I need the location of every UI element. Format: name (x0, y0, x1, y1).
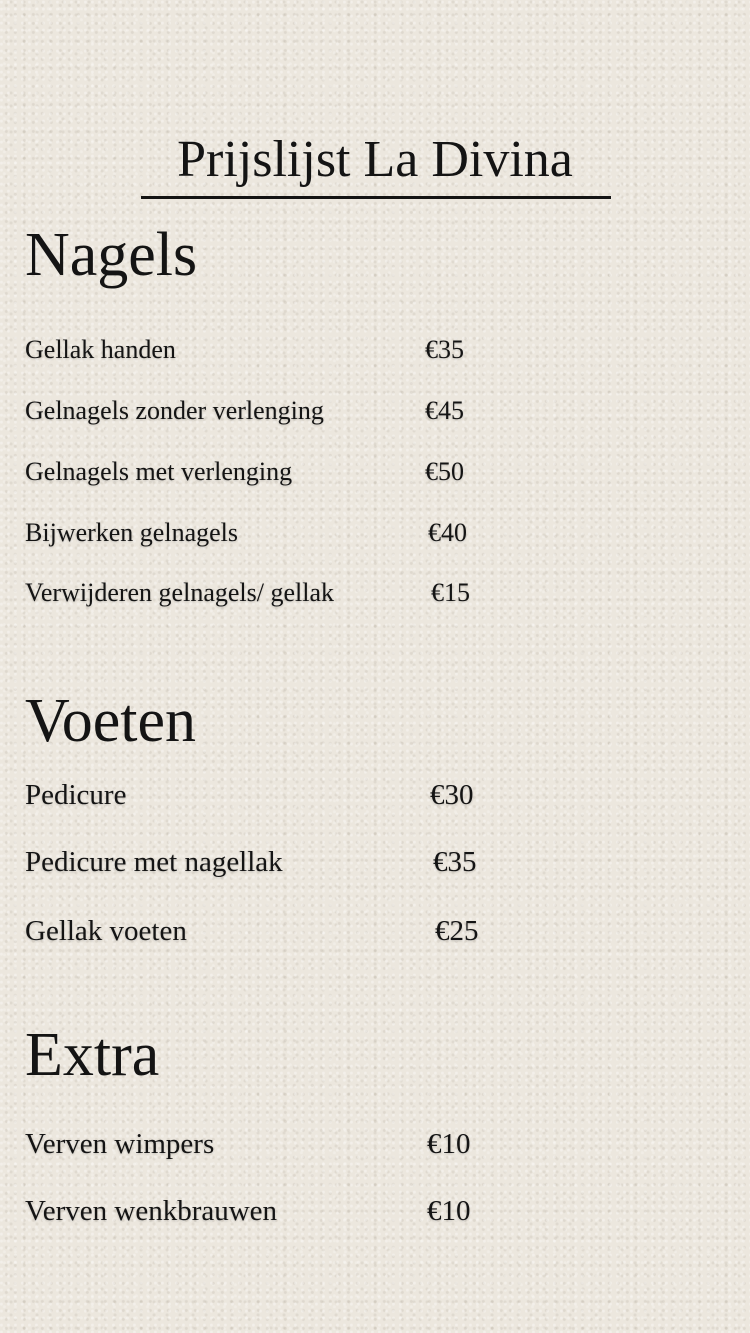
price-row (25, 1191, 585, 1231)
service-name: Gellak voeten (25, 915, 187, 947)
service-price: €50 (425, 457, 464, 486)
service-price: €45 (425, 396, 464, 425)
service-name: Gellak handen (25, 335, 176, 364)
service-price: €10 (427, 1195, 471, 1227)
service-name: Verwijderen gelnagels/ gellak (25, 578, 334, 607)
service-price: €10 (427, 1128, 471, 1160)
price-row (25, 1124, 585, 1164)
price-row (25, 452, 585, 492)
price-row (25, 573, 585, 613)
service-price: €35 (433, 846, 477, 878)
price-row (25, 391, 585, 431)
service-name: Bijwerken gelnagels (25, 518, 238, 547)
service-name: Verven wimpers (25, 1128, 215, 1160)
service-name: Pedicure met nagellak (25, 846, 283, 878)
price-row (25, 911, 585, 951)
price-row (25, 842, 585, 882)
service-price: €40 (428, 518, 467, 547)
price-row (25, 513, 585, 553)
service-price: €15 (431, 578, 470, 607)
section-heading-voeten: Voeten (25, 687, 197, 755)
service-price: €25 (435, 915, 479, 947)
service-price: €30 (430, 779, 474, 811)
price-row (25, 775, 585, 815)
service-name: Gelnagels zonder verlenging (25, 396, 324, 425)
title-underline (141, 196, 611, 199)
service-name: Verven wenkbrauwen (25, 1195, 278, 1227)
service-price: €35 (425, 335, 464, 364)
service-name: Gelnagels met verlenging (25, 457, 293, 486)
page-title: Prijslijst La Divina (177, 131, 573, 188)
service-name: Pedicure (25, 779, 127, 811)
section-heading-nagels: Nagels (25, 221, 198, 289)
price-row (25, 330, 585, 370)
section-heading-extra: Extra (25, 1021, 160, 1089)
